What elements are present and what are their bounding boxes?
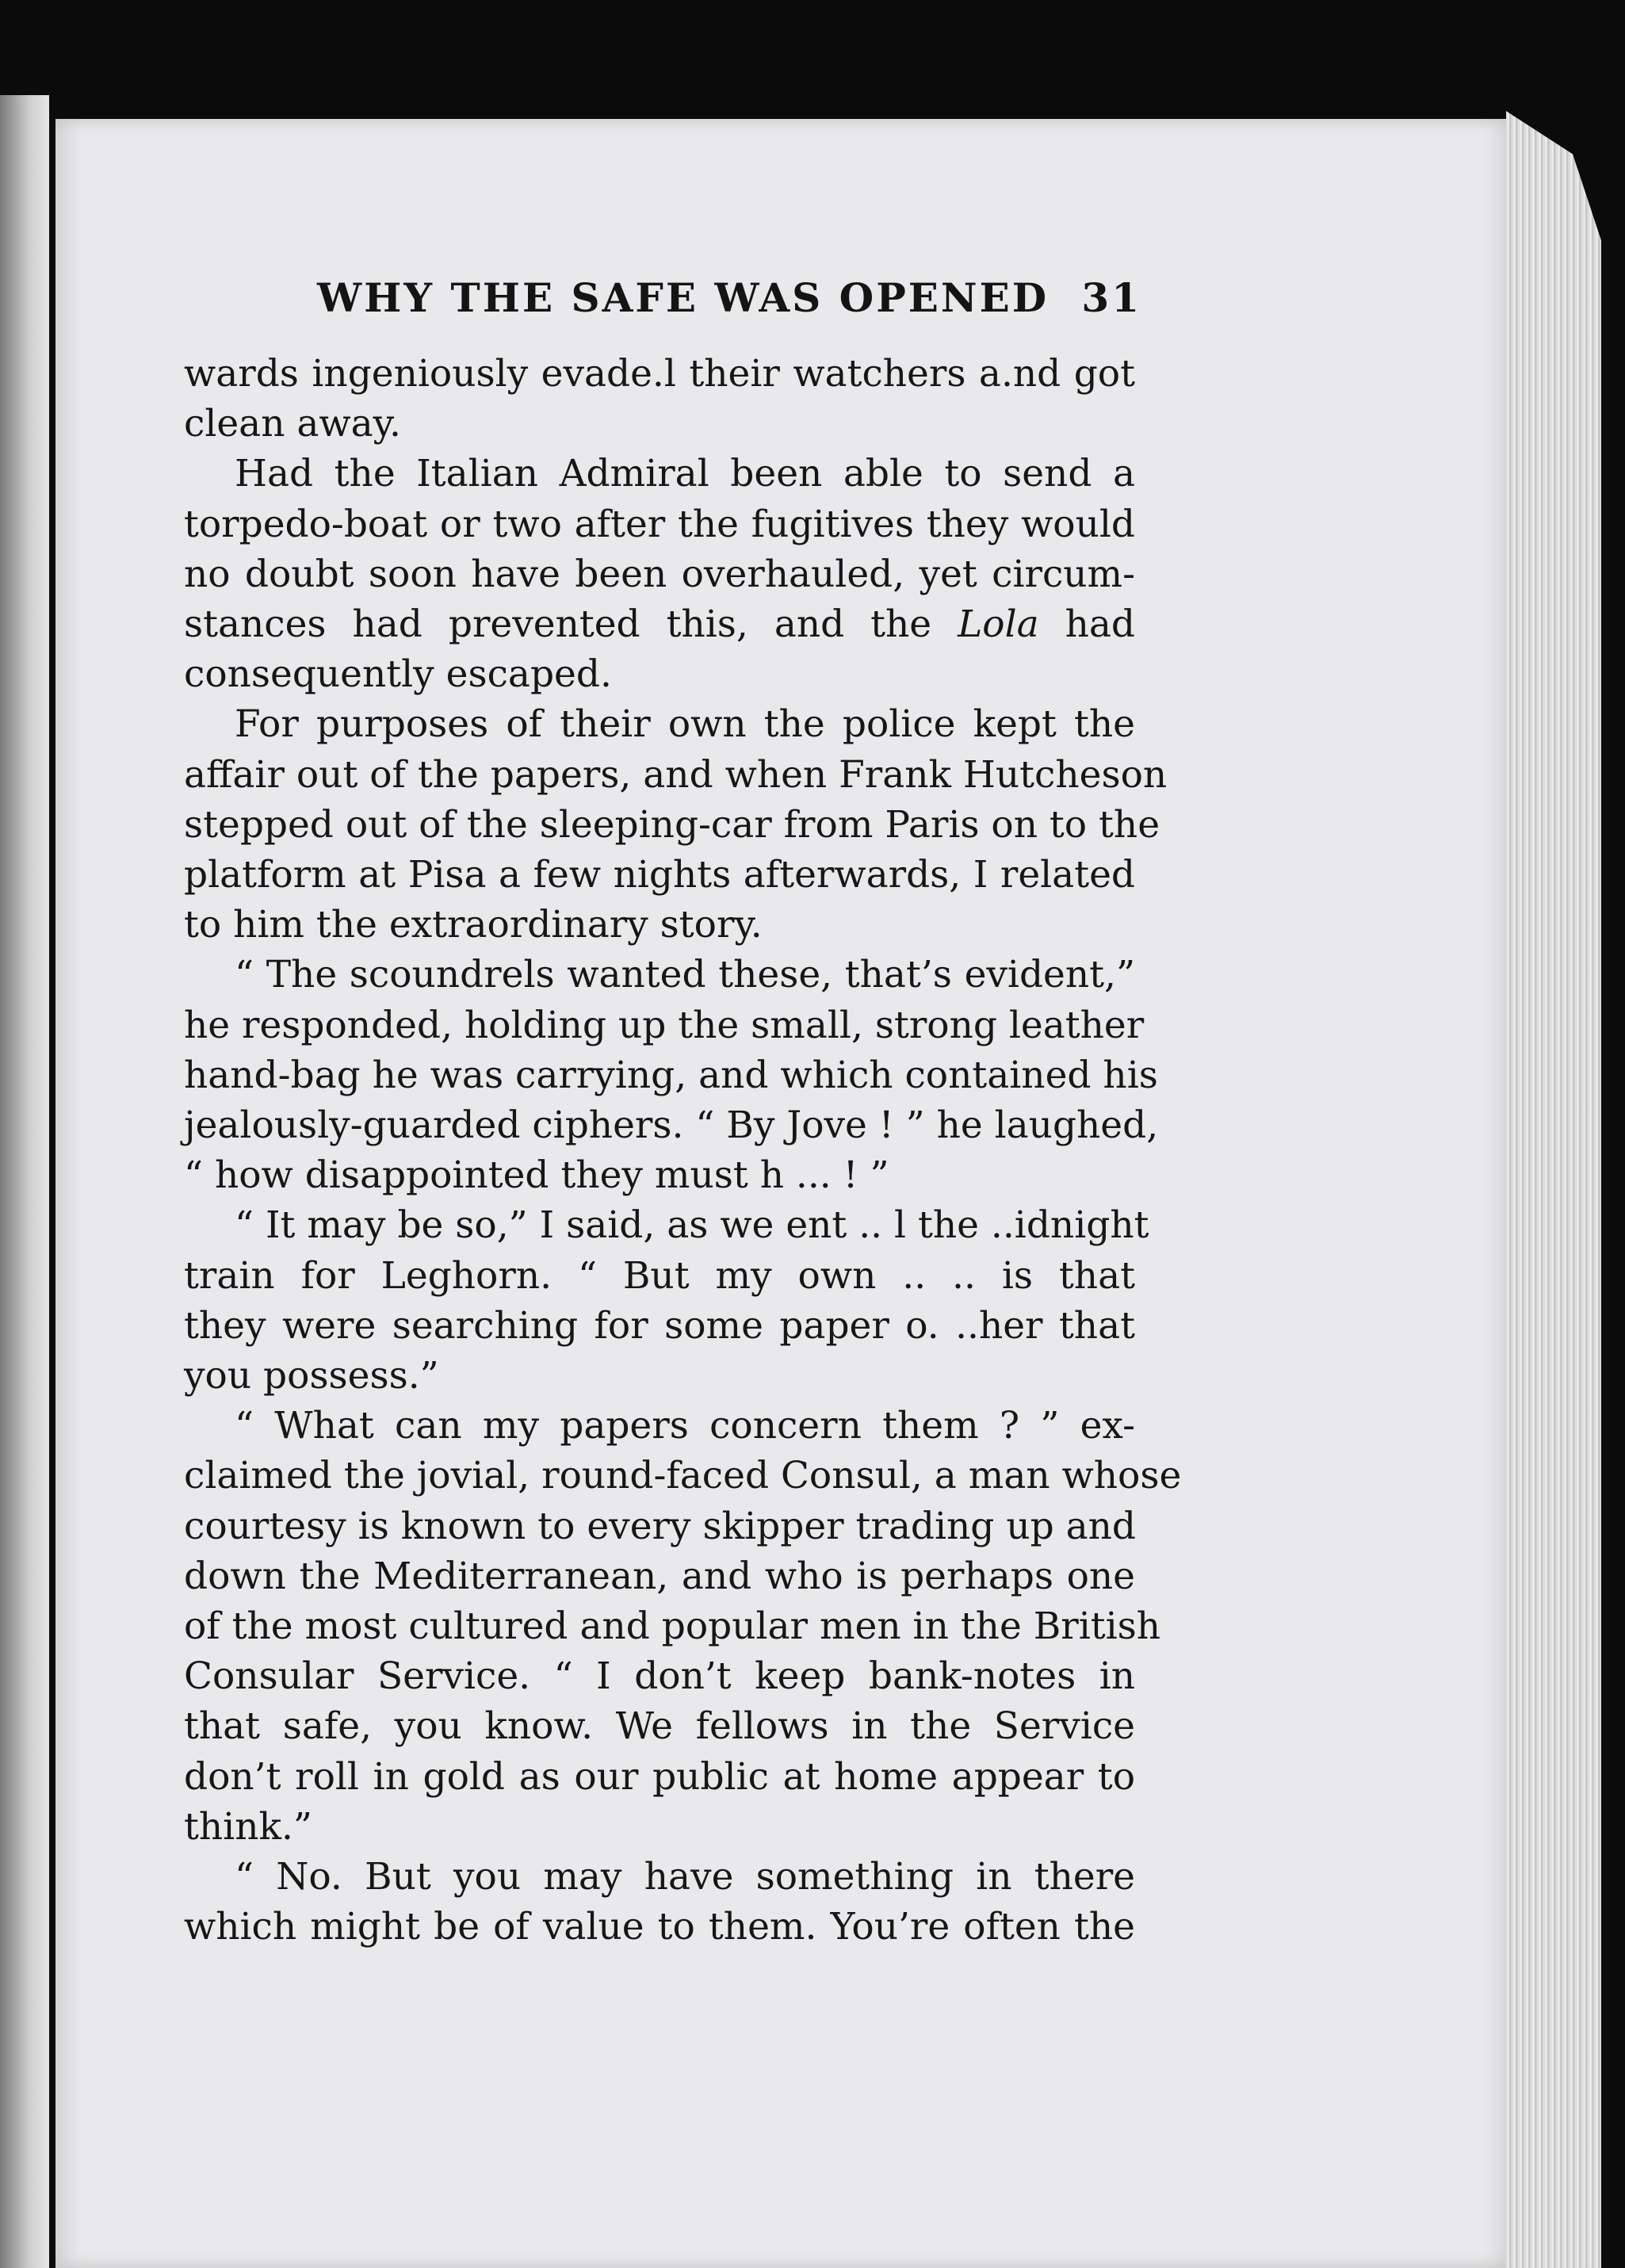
page-fore-edge bbox=[1506, 111, 1601, 2268]
facing-page-edge bbox=[0, 95, 49, 2268]
text-line: platform at Pisa a few nights afterwards, I related bbox=[184, 853, 1135, 897]
text-line: “ how disappointed they must h ... ! ” bbox=[184, 1153, 889, 1198]
text-line: to him the extraordinary story. bbox=[184, 903, 763, 947]
text-line: claimed the jovial, round-faced Consul, a man whose bbox=[184, 1454, 1182, 1498]
text-line: they were searching for some paper o. ..her that bbox=[184, 1303, 1135, 1348]
text-line: “ The scoundrels wanted these, that’s evident,” bbox=[235, 953, 1135, 997]
text-line: you possess.” bbox=[184, 1354, 439, 1398]
text-line: consequently escaped. bbox=[184, 652, 612, 697]
text-line: stepped out of the sleeping-car from Paris on to the bbox=[184, 802, 1160, 847]
text-line: torpedo-boat or two after the fugitives they would bbox=[184, 502, 1135, 546]
text-line: wards ingeniously evade.l their watchers a.nd got bbox=[184, 352, 1135, 396]
text-line: that safe, you know. We fellows in the Service bbox=[184, 1704, 1135, 1749]
text-line: clean away. bbox=[184, 402, 401, 446]
text-line: hand-bag he was carrying, and which contained his bbox=[184, 1053, 1158, 1097]
text-line: no doubt soon have been overhauled, yet circum- bbox=[184, 552, 1135, 596]
text-line: of the most cultured and popular men in the British bbox=[184, 1604, 1161, 1649]
text-line: he responded, holding up the small, strong leather bbox=[184, 1003, 1145, 1047]
text-line: Consular Service. “ I don’t keep bank-notes in bbox=[184, 1654, 1135, 1699]
text-line: don’t roll in gold as our public at home appear to bbox=[184, 1754, 1135, 1799]
page-number: 31 bbox=[1081, 273, 1141, 321]
text-line: think.” bbox=[184, 1804, 312, 1849]
text-line: train for Leghorn. “ But my own .. .. is that bbox=[184, 1253, 1135, 1298]
text-line: which might be of value to them. You’re often the bbox=[184, 1905, 1135, 1949]
running-title: WHY THE SAFE WAS OPENED bbox=[317, 273, 1050, 321]
text-line: “ What can my papers concern them ? ” ex- bbox=[235, 1404, 1135, 1448]
text-line: affair out of the papers, and when Frank Hutcheson bbox=[184, 752, 1168, 797]
text-line: courtesy is known to every skipper trading up and bbox=[184, 1504, 1137, 1548]
text-line: down the Mediterranean, and who is perhaps one bbox=[184, 1554, 1135, 1598]
text-line: “ It may be so,” I said, as we ent .. l the ..idnight bbox=[235, 1203, 1149, 1248]
text-line: stances had prevented this, and the Lola had bbox=[184, 602, 1135, 647]
text-line: jealously-guarded ciphers. “ By Jove ! ” he laughed, bbox=[184, 1103, 1159, 1148]
body-text bbox=[184, 349, 1182, 1952]
ship-name: Lola bbox=[958, 602, 1039, 647]
text-line: For purposes of their own the police kept the bbox=[235, 702, 1135, 747]
text-line: “ No. But you may have something in there bbox=[235, 1855, 1135, 1899]
text-line: Had the Italian Admiral been able to send a bbox=[235, 452, 1135, 496]
running-head bbox=[317, 266, 1141, 329]
